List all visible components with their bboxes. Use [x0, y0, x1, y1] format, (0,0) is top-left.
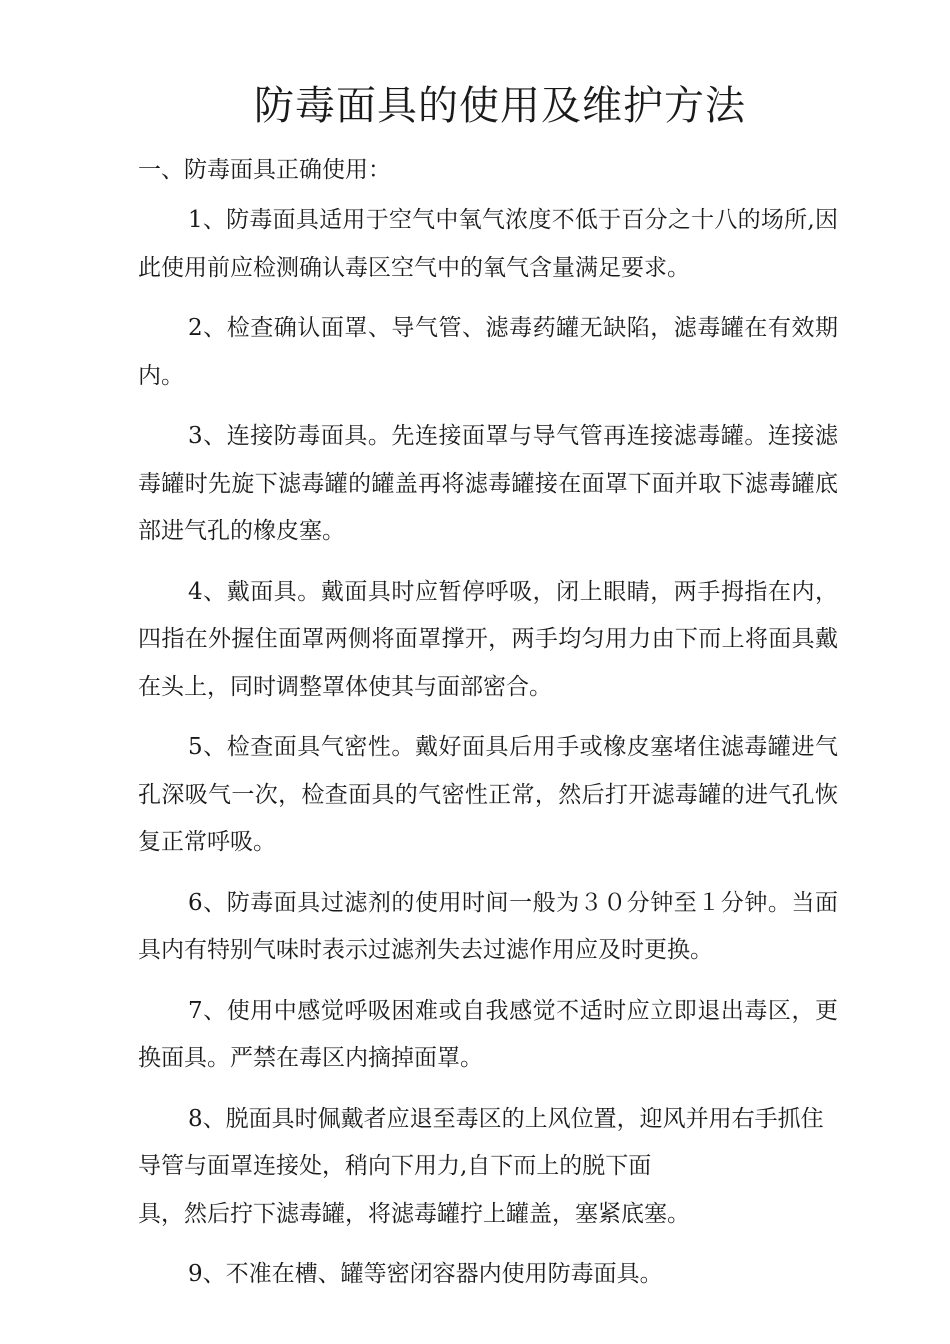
paragraph-item-8-part-1: 8、脱面具时佩戴者应退至毒区的上风位置，迎风并用右手抓住导管与面罩连接处，稍向下用力,自下而上的脱下面: [138, 1105, 824, 1179]
paragraph-item-1: 1、防毒面具适用于空气中氧气浓度不低于百分之十八的场所,因此使用前应检测确认毒区空气中的氧气含量满足要求。: [138, 207, 838, 281]
paragraph-item-4: 4、戴面具。戴面具时应暂停呼吸，闭上眼睛，两手拇指在内，四指在外握住面罩两侧将面罩撑开，两手均匀用力由下而上将面具戴在头上，同时调整罩体使其与面部密合。: [138, 578, 838, 700]
document-title: 防毒面具的使用及维护方法: [254, 83, 746, 129]
paragraph-item-9: 9、不准在槽、罐等密闭容器内使用防毒面具。: [188, 1261, 663, 1287]
paragraph-item-2: 2、检查确认面罩、导气管、滤毒药罐无缺陷，滤毒罐在有效期内。: [138, 315, 838, 389]
paragraph-item-8-part-2: 具，然后拧下滤毒罐，将滤毒罐拧上罐盖，塞紧底塞。: [138, 1200, 690, 1227]
document-body: [138, 197, 838, 1312]
paragraph-item-7: 7、使用中感觉呼吸困难或自我感觉不适时应立即退出毒区，更换面具。严禁在毒区内摘掉面罩。: [138, 997, 838, 1071]
paragraph-item-6: 6、防毒面具过滤剂的使用时间一般为３０分钟至１分钟。当面具内有特别气味时表示过滤剂失去过滤作用应及时更换。: [138, 889, 838, 963]
section-heading: 一、防毒面具正确使用：: [138, 157, 391, 183]
paragraph-item-5: 5、检查面具气密性。戴好面具后用手或橡皮塞堵住滤毒罐进气孔深吸气一次，检查面具的气密性正常，然后打开滤毒罐的进气孔恢复正常呼吸。: [138, 734, 838, 855]
paragraph-item-3: 3、连接防毒面具。先连接面罩与导气管再连接滤毒罐。连接滤毒罐时先旋下滤毒罐的罐盖再将滤毒罐接在面罩下面并取下滤毒罐底部进气孔的橡皮塞。: [138, 423, 838, 544]
paragraph-item-8: [138, 1096, 838, 1239]
